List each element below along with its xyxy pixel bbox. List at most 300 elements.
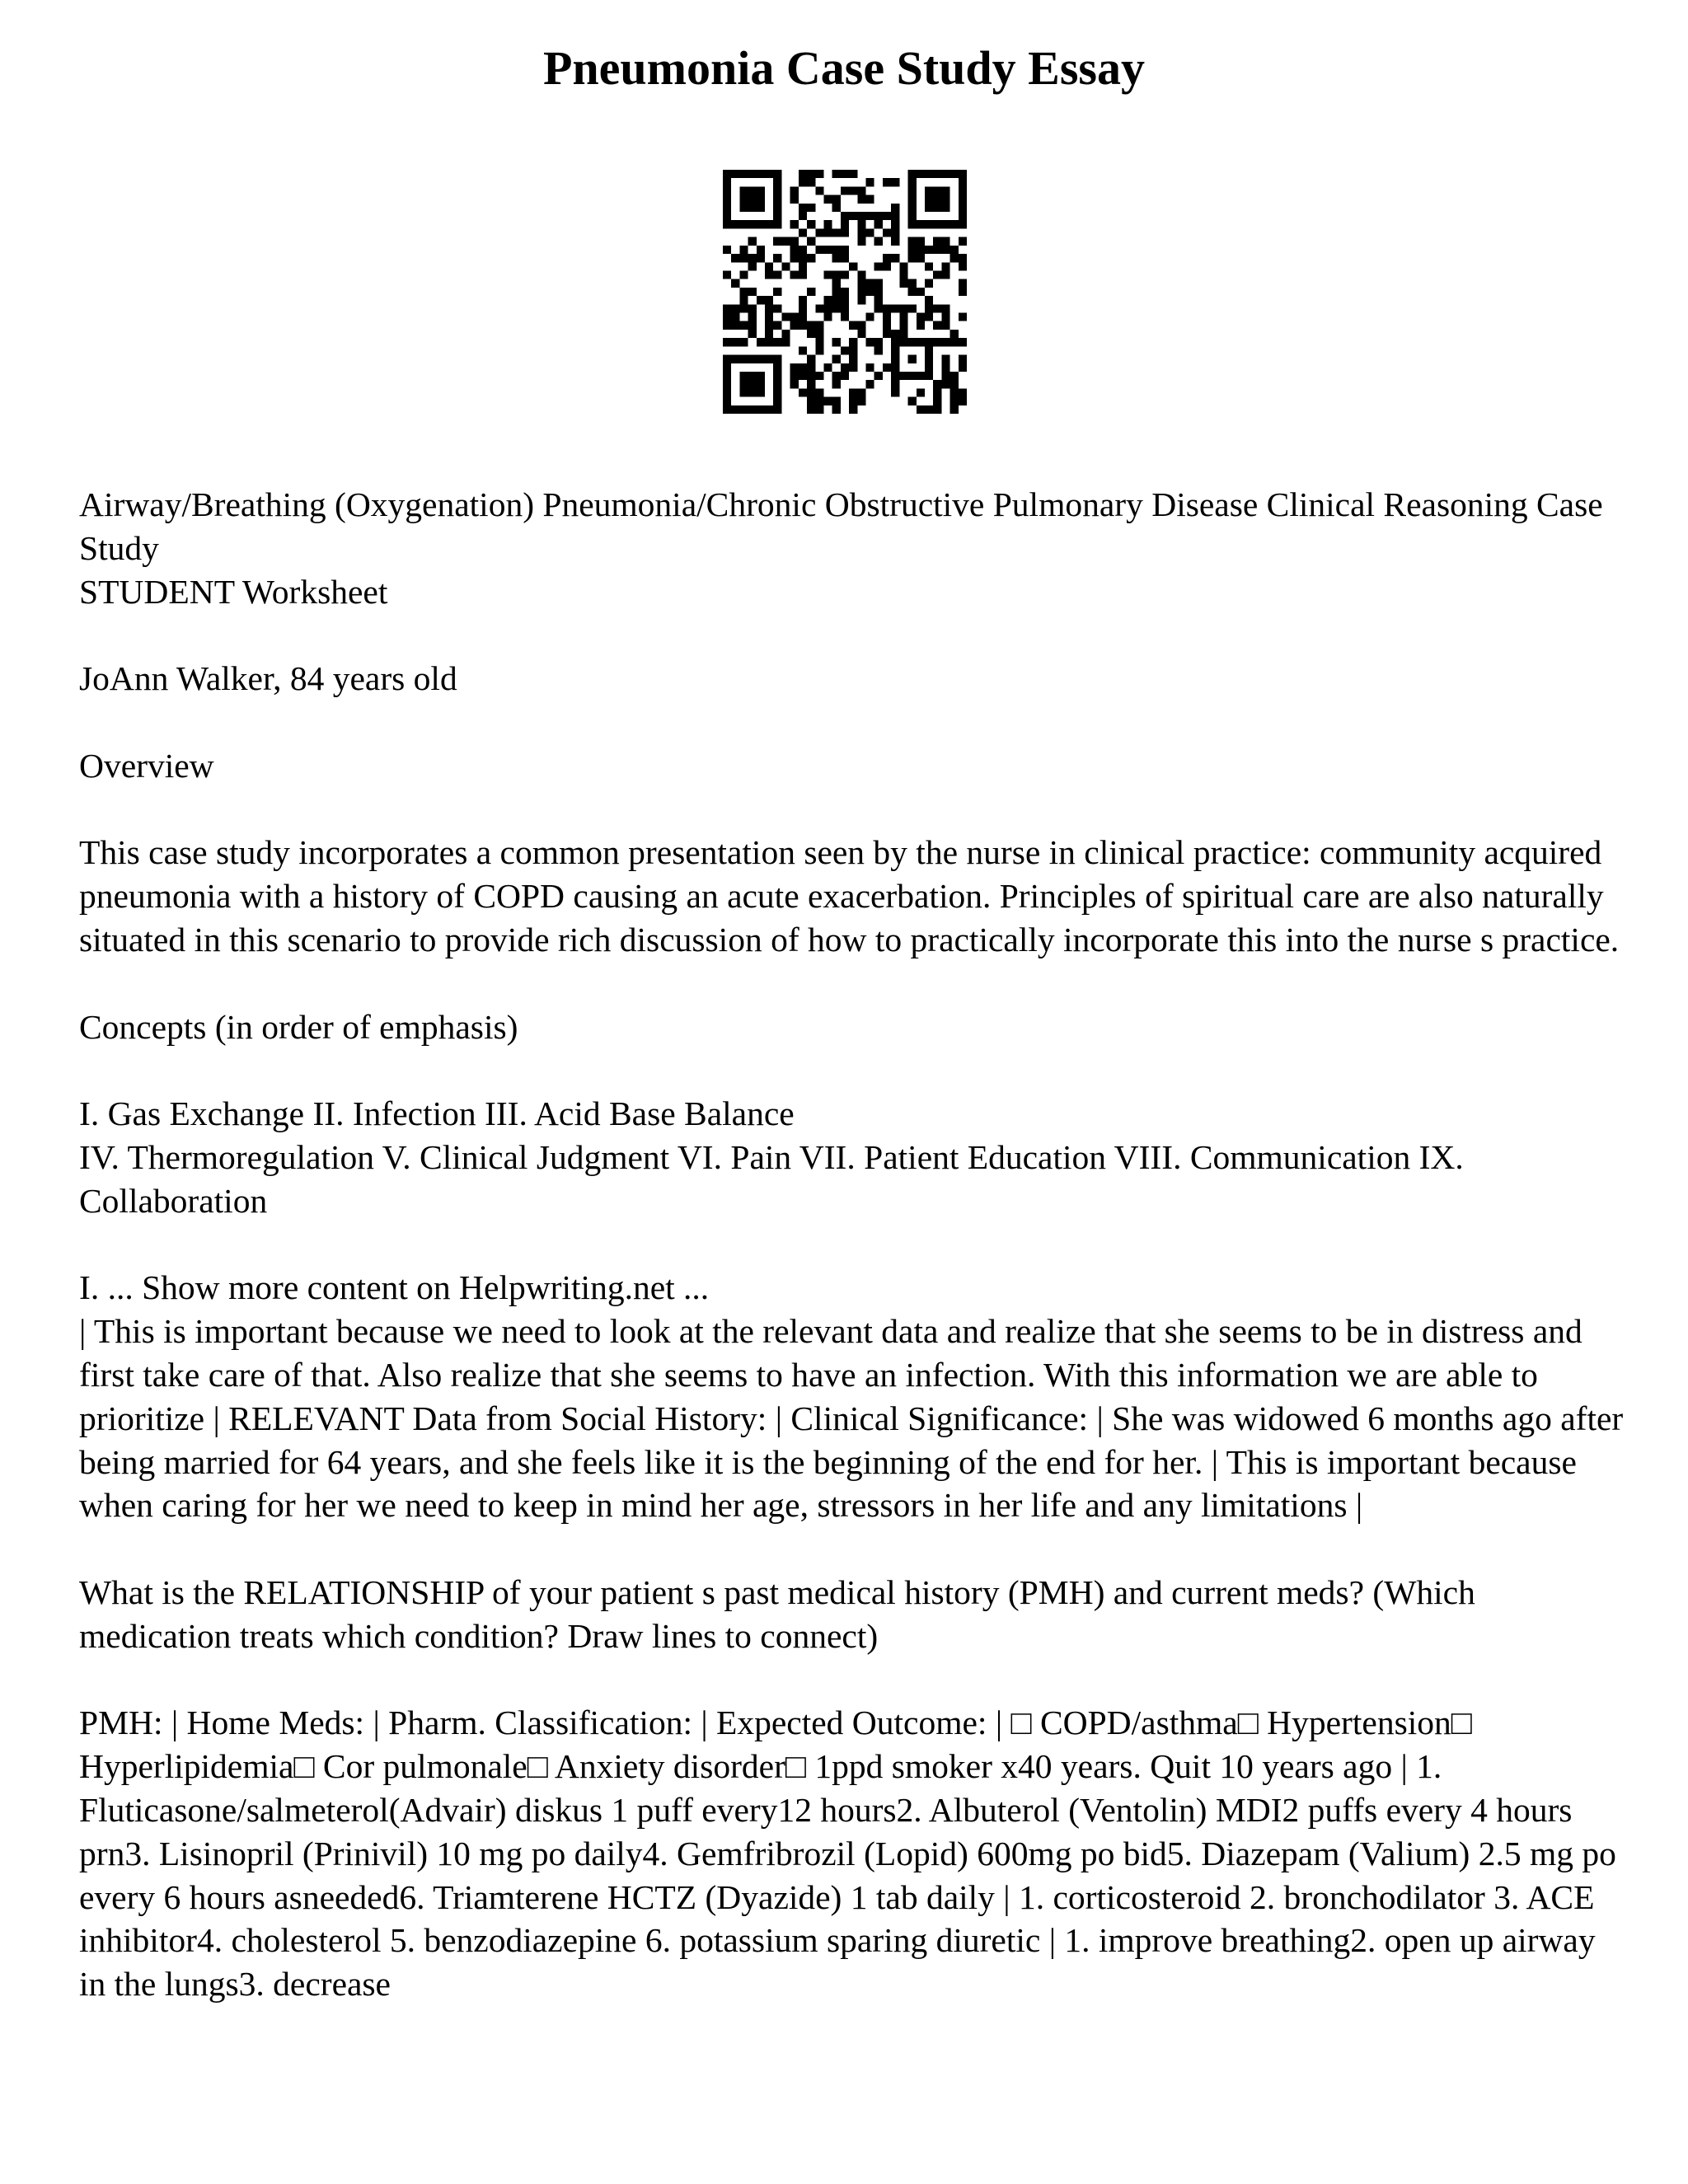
qr-module [748,355,757,363]
qr-module [815,397,823,405]
qr-module [891,363,899,372]
qr-module [941,262,950,270]
qr-module [832,372,841,380]
qr-module [748,204,757,212]
qr-module [765,296,773,304]
qr-module [790,313,799,321]
qr-module [723,397,731,405]
qr-module [723,380,731,388]
qr-module [815,170,823,178]
qr-module [941,313,950,321]
qr-module [933,195,941,204]
qr-module [841,254,849,262]
qr-module [883,262,891,270]
qr-module [899,372,907,380]
qr-module [874,288,883,296]
qr-module [799,321,807,330]
qr-module [773,355,781,363]
qr-module [908,338,917,346]
qr-module [933,397,941,405]
qr-module [773,195,781,204]
qr-module [739,372,748,380]
qr-module [891,372,899,380]
qr-module [874,237,883,246]
qr-module [941,355,950,363]
qr-module [933,237,941,246]
qr-module [773,170,781,178]
qr-module [832,195,841,204]
qr-module [857,228,865,237]
qr-module [925,372,933,380]
qr-module [815,228,823,237]
qr-module [723,372,731,380]
qr-module [832,279,841,288]
qr-module [908,220,917,228]
qr-module [857,288,865,296]
qr-module [807,355,815,363]
section-heading-overview: Overview [79,746,214,785]
qr-module [739,270,748,279]
qr-module [883,313,891,321]
qr-module [917,246,925,254]
qr-module [866,178,874,186]
qr-module [832,304,841,312]
qr-module [874,262,883,270]
qr-module [823,195,832,204]
qr-module [841,363,849,372]
qr-module [950,338,959,346]
qr-module [908,237,917,246]
qr-module [815,186,823,194]
qr-module [773,372,781,380]
qr-module [941,338,950,346]
qr-module [832,288,841,296]
qr-module [739,288,748,296]
qr-module [757,254,765,262]
qr-module [891,380,899,388]
qr-module [723,304,731,312]
qr-module [773,405,781,414]
qr-module [857,270,865,279]
qr-module [899,262,907,270]
qr-module [841,220,849,228]
qr-module [731,313,739,321]
qr-module [933,304,941,312]
qr-module [891,204,899,212]
qr-module [849,355,857,363]
qr-module [908,170,917,178]
qr-module [841,313,849,321]
qr-module [723,195,731,204]
qr-module [807,254,815,262]
qr-module [731,220,739,228]
qr-module [933,270,941,279]
qr-module [739,304,748,312]
qr-module [950,372,959,380]
qr-module [807,204,815,212]
qr-module [908,372,917,380]
document-body [79,483,1629,2006]
qr-module [815,246,823,254]
qr-module [731,355,739,363]
qr-module [866,363,874,372]
qr-module [849,363,857,372]
qr-module [857,186,865,194]
qr-module [748,405,757,414]
qr-module [799,204,807,212]
qr-module [841,372,849,380]
qr-module [748,330,757,338]
qr-module [757,338,765,346]
qr-module [807,237,815,246]
qr-module [799,372,807,380]
qr-module [891,220,899,228]
qr-module [917,372,925,380]
qr-module [757,405,765,414]
qr-module [815,338,823,346]
qr-module [757,372,765,380]
qr-module [883,254,891,262]
qr-module [866,195,874,204]
qr-module [807,330,815,338]
qr-module [917,170,925,178]
qr-module [857,220,865,228]
qr-module [823,228,832,237]
pmh-meds-table-text: PMH: | Home Meds: | Pharm. Classification: | Expected Outcome: | □ COPD/asthma□ Hypertension□ Hyperlipidemia□ Cor pulmonale□ Anxiety disorder□ 1ppd smoker x40 years. Quit 10 years ago | 1. Fluticasone/salmeterol(Advair) diskus 1 puff every12 hours2. Albuterol (Ventolin) MDI2 puffs every 4 hours prn3. Lisinopril (Prinivil) 10 mg po daily4. Gemfribrozil (Lopid) 600mg po bid5. Diazepam (Valium) 2.5 mg po every 6 hours asneeded6. Triamterene HCTZ (Dyazide) 1 tab daily | 1. corticosteroid 2. bronchodilator 3. ACE inhibitor4. cholesterol 5. benzodiazepine 6. potassium sparing diuretic | 1. improve breathing2. open up airway in the lungs3. decrease [79,1704,1616,2004]
qr-module [790,246,799,254]
qr-module [723,186,731,194]
qr-module [723,338,731,346]
concepts-list: I. Gas Exchange II. Infection III. Acid Base Balance IV. Thermoregulation V. Clinical Judgment VI. Pain VII. Patient Education VIII. Communication IX. Collaboration [79,1094,1464,1220]
qr-module [773,321,781,330]
qr-module [959,178,967,186]
qr-module [799,254,807,262]
qr-module [773,338,781,346]
qr-module [917,338,925,346]
qr-module [891,178,899,186]
relevant-data-paragraph: I. ... Show more content on Helpwriting.net ... | This is important because we need to look at the relevant data and realize that she seems to be in distress and first take care of that. Also realize that she seems to have an infection. With this information we are able to prioritize | RELEVANT Data from Social History: | Clinical Significance: | She was widowed 6 months ago after being married for 64 years, and she feels like it is the beginning of the end for her. | This is important because when caring for her we need to keep in mind her age, stressors in her life and any limitations | [79,1268,1624,1525]
qr-module [748,220,757,228]
qr-module [723,178,731,186]
qr-module [748,380,757,388]
qr-module [841,186,849,194]
qr-module [823,397,832,405]
qr-module [739,296,748,304]
qr-module [807,220,815,228]
qr-module [748,237,757,246]
qr-module [941,270,950,279]
qr-module [739,388,748,396]
qr-module [941,304,950,312]
qr-module [773,254,781,262]
qr-module [790,270,799,279]
qr-module [917,254,925,262]
qr-module [781,262,790,270]
qr-module [799,170,807,178]
qr-module [841,346,849,354]
qr-module [899,321,907,330]
qr-module [899,270,907,279]
qr-module [891,237,899,246]
qr-module [883,330,891,338]
qr-module [959,313,967,321]
qr-module [959,186,967,194]
qr-module [773,270,781,279]
qr-module [748,313,757,321]
qr-module [925,363,933,372]
qr-module [739,204,748,212]
qr-module [917,288,925,296]
qr-module [849,346,857,354]
qr-module [748,170,757,178]
qr-module [849,388,857,396]
qr-module [723,363,731,372]
qr-module [908,254,917,262]
qr-module [748,372,757,380]
qr-module [799,313,807,321]
page-title: Pneumonia Case Study Essay [543,41,1145,95]
qr-module [925,304,933,312]
qr-module [773,363,781,372]
qr-module [857,195,865,204]
qr-module [891,355,899,363]
qr-module [832,204,841,212]
qr-module [731,254,739,262]
qr-module [857,330,865,338]
qr-module [891,254,899,262]
qr-module [941,246,950,254]
qr-module [723,405,731,414]
qr-module [925,338,933,346]
qr-module [815,388,823,396]
qr-module [959,212,967,220]
qr-module [723,321,731,330]
qr-module [857,397,865,405]
qr-module [832,246,841,254]
qr-module [731,405,739,414]
qr-module [773,212,781,220]
qr-module [866,212,874,220]
qr-module [866,380,874,388]
qr-module [841,296,849,304]
qr-module [807,321,815,330]
qr-module [941,220,950,228]
qr-module [832,380,841,388]
qr-module [723,212,731,220]
qr-module [908,246,917,254]
qr-module [908,204,917,212]
qr-module [823,296,832,304]
qr-module [739,170,748,178]
qr-module [908,355,917,363]
patient-name: JoAnn Walker, 84 years old [79,659,457,698]
qr-module [799,228,807,237]
qr-module [807,170,815,178]
qr-module [959,397,967,405]
qr-module [959,195,967,204]
qr-module [765,304,773,312]
qr-module [773,288,781,296]
qr-module [739,220,748,228]
relationship-question: What is the RELATIONSHIP of your patient s past medical history (PMH) and current meds? (Which medication treats which condition? Draw lines to connect) [79,1572,1475,1655]
qr-module [941,170,950,178]
qr-module [959,262,967,270]
section-heading-concepts: Concepts (in order of emphasis) [79,1007,518,1046]
qr-module [891,388,899,396]
qr-module [908,212,917,220]
qr-module [815,405,823,414]
qr-module [849,338,857,346]
qr-code-graphic [723,170,967,414]
qr-module [757,186,765,194]
qr-module [925,279,933,288]
qr-module [739,380,748,388]
qr-module [799,346,807,354]
qr-module [723,270,731,279]
qr-module [773,304,781,312]
qr-module [823,220,832,228]
qr-module [748,186,757,194]
qr-module [941,363,950,372]
qr-module [933,204,941,212]
qr-module [849,321,857,330]
qr-module [823,313,832,321]
qr-module [933,405,941,414]
qr-module [823,363,832,372]
qr-module [917,388,925,396]
qr-code-icon [723,170,967,414]
qr-module [765,220,773,228]
qr-module [832,397,841,405]
qr-module [799,246,807,254]
qr-module [950,170,959,178]
qr-module [781,313,790,321]
qr-module [807,380,815,388]
qr-module [773,178,781,186]
qr-module [950,220,959,228]
qr-module [908,397,917,405]
qr-module [908,178,917,186]
qr-module [790,321,799,330]
qr-module [757,380,765,388]
qr-module [757,296,765,304]
qr-module [815,372,823,380]
qr-module [781,338,790,346]
qr-module [959,355,967,363]
qr-module [874,212,883,220]
qr-module [874,279,883,288]
qr-module [941,204,950,212]
qr-module [823,246,832,254]
qr-module [765,405,773,414]
qr-module [799,363,807,372]
qr-module [757,170,765,178]
qr-module [891,330,899,338]
qr-module [799,388,807,396]
qr-module [739,355,748,363]
qr-module [925,346,933,354]
qr-module [799,212,807,220]
qr-module [723,355,731,363]
qr-module [757,204,765,212]
qr-module [874,346,883,354]
qr-module [941,186,950,194]
qr-module [925,405,933,414]
qr-module [849,186,857,194]
qr-module [723,204,731,212]
qr-module [959,220,967,228]
qr-module [950,330,959,338]
qr-module [908,304,917,312]
qr-module [891,228,899,237]
qr-module [748,321,757,330]
qr-module [807,372,815,380]
qr-module [849,405,857,414]
qr-module [857,388,865,396]
qr-module [899,313,907,321]
qr-module [883,363,891,372]
qr-module [739,254,748,262]
qr-module [773,204,781,212]
qr-module [790,363,799,372]
qr-module [917,237,925,246]
qr-module [883,304,891,312]
qr-module [765,338,773,346]
qr-module [723,388,731,396]
qr-module [773,237,781,246]
qr-module [832,270,841,279]
qr-module [933,186,941,194]
qr-module [933,388,941,396]
qr-module [807,363,815,372]
qr-module [883,228,891,237]
qr-module [925,262,933,270]
qr-module [883,178,891,186]
qr-module [799,178,807,186]
qr-module [933,380,941,388]
qr-module [883,321,891,330]
qr-module [832,405,841,414]
qr-module [757,388,765,396]
qr-module [908,288,917,296]
qr-module [959,338,967,346]
qr-module [841,228,849,237]
qr-module [925,204,933,212]
qr-module [781,330,790,338]
qr-module [765,262,773,270]
qr-module [739,195,748,204]
qr-module [841,170,849,178]
qr-module [933,321,941,330]
qr-module [857,237,865,246]
qr-module [891,212,899,220]
qr-module [799,296,807,304]
qr-module [925,313,933,321]
qr-module [731,321,739,330]
qr-module [925,186,933,194]
qr-module [925,170,933,178]
qr-module [849,397,857,405]
qr-module [874,338,883,346]
qr-module [815,304,823,312]
qr-module [765,270,773,279]
qr-module [748,304,757,312]
qr-module [908,279,917,288]
qr-module [807,405,815,414]
qr-module [899,330,907,338]
qr-module [815,321,823,330]
qr-module [908,195,917,204]
